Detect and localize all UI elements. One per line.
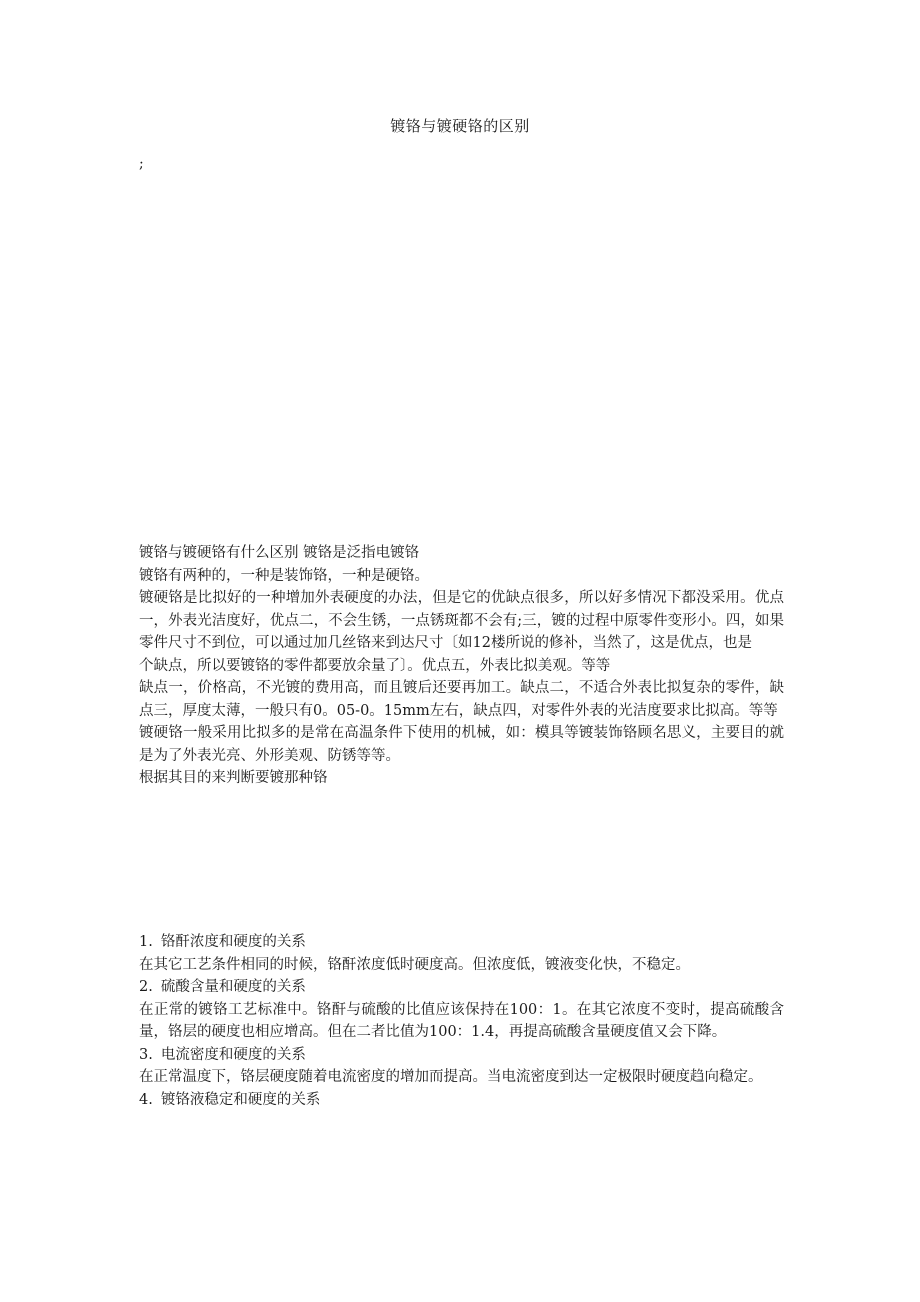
factors-section	[139, 931, 784, 1111]
intro-paragraph: 个缺点，所以要镀铬的零件都要放余量了〕。优点五，外表比拟美观。等等	[139, 657, 611, 674]
section-number: 4.	[139, 1091, 153, 1108]
stray-mark: ;	[139, 156, 144, 172]
section-heading	[139, 1044, 784, 1067]
section-heading-text: 硫酸含量和硬度的关系	[160, 979, 306, 995]
intro-paragraph: 根据其目的来判断要镀那种铬	[139, 770, 328, 786]
section-heading	[139, 931, 784, 954]
section-heading	[139, 1089, 784, 1112]
intro-paragraph: 镀硬铬一般采用比拟多的是常在高温条件下使用的机械，如：模具等镀装饰铬顾名思义，主要目的就是为了外表光亮、外形美观、防锈等等。	[139, 725, 784, 764]
section-heading-text: 铬酐浓度和硬度的关系	[160, 934, 306, 950]
intro-paragraph: 镀铬有两种的，一种是装饰铬，一种是硬铬。	[139, 567, 429, 584]
section-number: 3.	[139, 1046, 153, 1063]
section-text: 在其它工艺条件相同的时候，铬酐浓度低时硬度高。但浓度低，镀液变化快，不稳定。	[139, 956, 690, 973]
section-text: 在正常的镀铬工艺标准中。铬酐与硫酸的比值应该保持在100：1。在其它浓度不变时，提高硫酸含量，铬层的硬度也相应增高。但在二者比值为100：1.4，再提高硫酸含量硬度值又会下降。	[139, 1001, 784, 1040]
section-heading	[139, 976, 784, 999]
section-text: 在正常温度下，铬层硬度随着电流密度的增加而提高。当电流密度到达一定极限时硬度趋向稳定。	[139, 1069, 763, 1085]
section-number: 1.	[139, 934, 153, 950]
intro-paragraph: 缺点一，价格高，不光镀的费用高，而且镀后还要再加工。缺点二，不适合外表比拟复杂的零件，缺点三，厚度太薄，一般只有0。05-0。15mm左右，缺点四，对零件外表的光洁度要求比拟高。等等	[139, 680, 784, 719]
section-heading-text: 镀铬液稳定和硬度的关系	[160, 1091, 321, 1108]
intro-paragraph: 镀硬铬是比拟好的一种增加外表硬度的办法，但是它的优缺点很多，所以好多情况下都没采用。优点一，外表光洁度好，优点二，不会生锈，一点锈斑都不会有;三，镀的过程中原零件变形小。四，如果零件尺寸不到位，可以通过加几丝铬来到达尺寸〔如12楼所说的修补，当然了，这是优点，也是	[139, 590, 784, 651]
section-number: 2.	[139, 979, 153, 995]
document-title: 镀铬与镀硬铬的区别	[390, 117, 530, 135]
section-heading-text: 电流密度和硬度的关系	[160, 1046, 306, 1063]
intro-paragraph: 镀铬与镀硬铬有什么区别 镀铬是泛指电镀铬	[139, 545, 420, 561]
intro-section	[139, 542, 784, 790]
